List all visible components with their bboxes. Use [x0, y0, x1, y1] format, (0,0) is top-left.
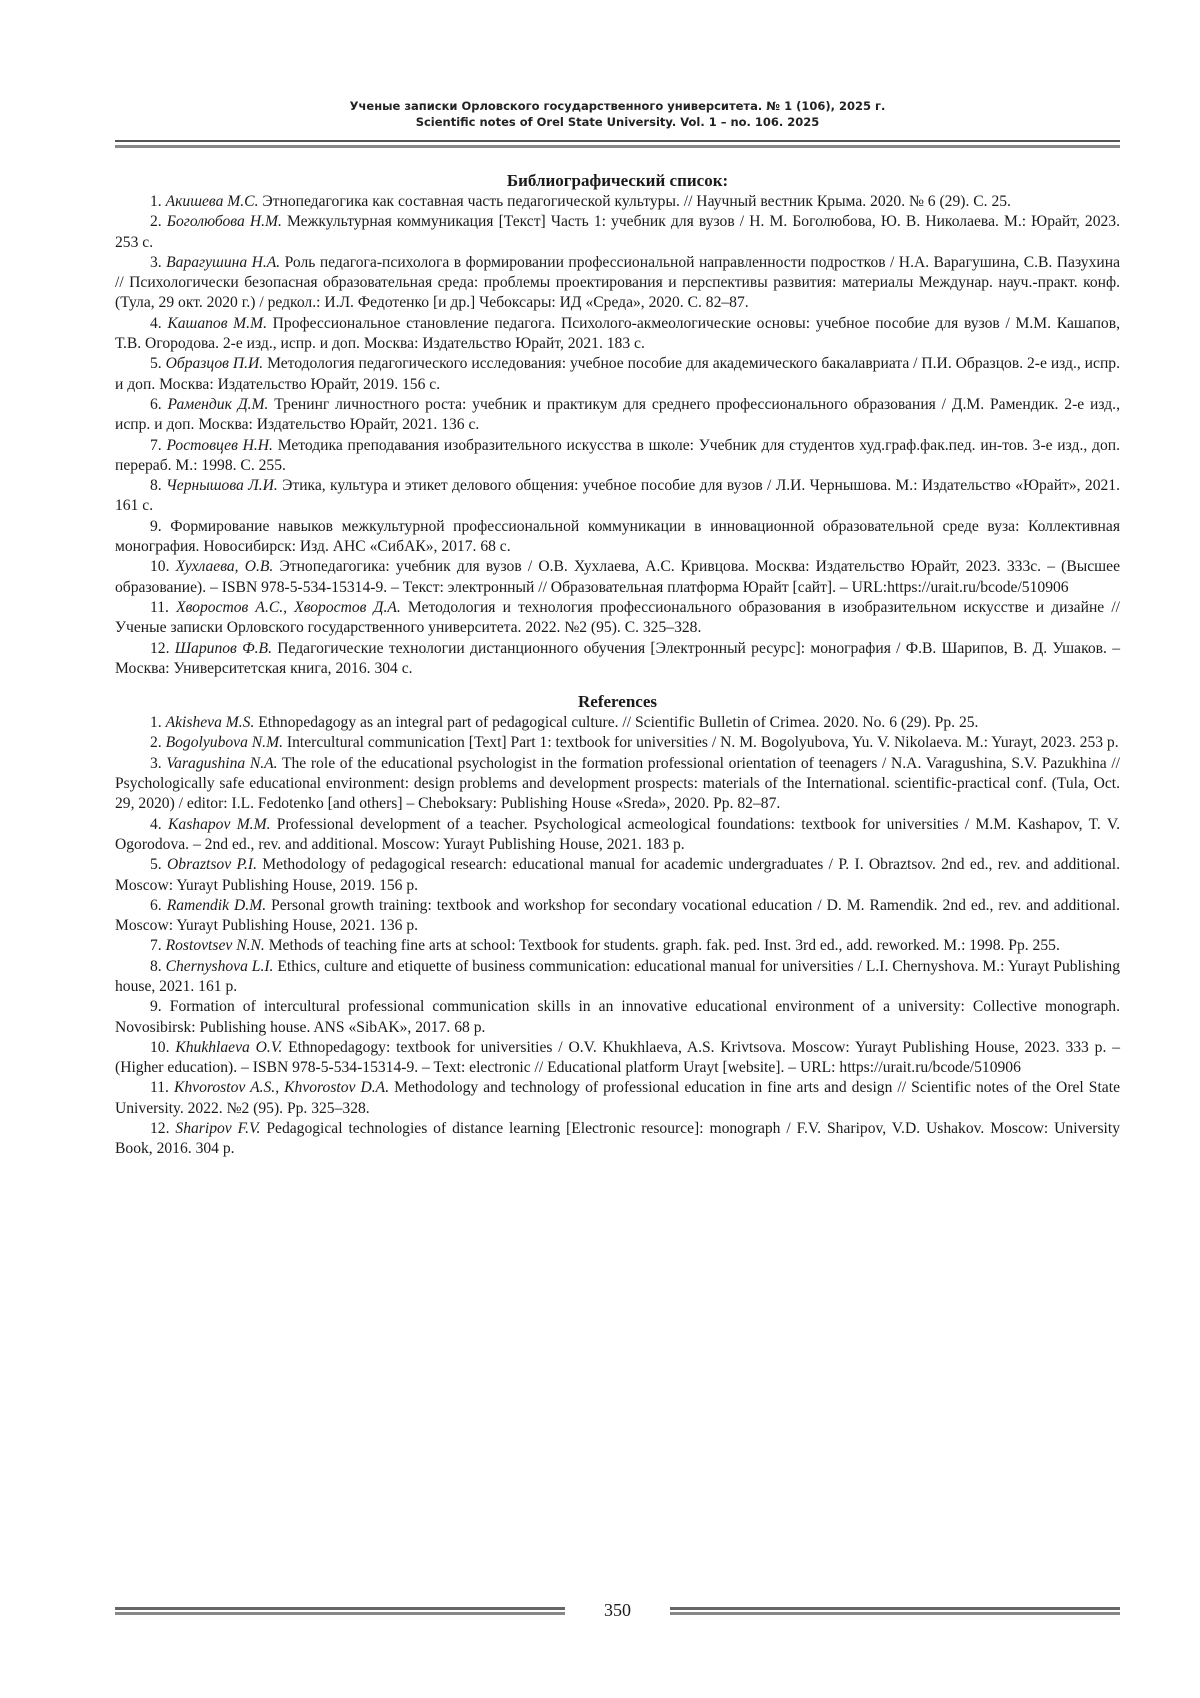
reference-number: 12. — [150, 639, 170, 657]
reference-text: Professional development of a teacher. Psychological acmeological foundations: textbook for universities / M.M. Kashapov, T. V. Ogorodova. – 2nd ed., rev. and additional. Moscow: Yurayt Publishing House, 2021. 183 p. — [115, 815, 1120, 853]
reference-item — [115, 1119, 1120, 1160]
reference-number: 3. — [150, 253, 162, 271]
page-content — [115, 170, 1120, 1160]
reference-author: Rostovtsev N.N. — [165, 937, 265, 955]
reference-text: Тренинг личностного роста: учебник и практикум для среднего профессионального образования / Д.М. Рамендик. 2-е изд., испр. и доп. Москва: Издательство Юрайт, 2021. 136 с. — [115, 395, 1120, 434]
reference-text: Personal growth training: textbook and workshop for secondary vocational education / D. M. Ramendik. 2nd ed., rev. and additional. Moscow: Yurayt Publishing House, 2021. 136 p. — [115, 896, 1120, 935]
reference-author: Акишева М.С. — [165, 193, 259, 210]
reference-text: Педагогические технологии дистанционного обучения [Электронный ресурс]: монография / Ф.В. Шарипов, В. Д. Ушаков. – Москва: Университетская книга, 2016. 304 с. — [115, 639, 1120, 677]
reference-number: 2. — [150, 213, 162, 231]
reference-text: Профессиональное становление педагога. Психолого-акмеологические основы: учебное пособие для вузов / М.М. Кашапов, Т.В. Огородова. 2-е изд., испр. и доп. Москва: Издательство Юрайт, 2021. 183 с. — [115, 314, 1120, 353]
reference-item — [115, 436, 1120, 477]
reference-text: Роль педагога-психолога в формировании профессиональной направленности подростков / Н.А. Варагушина, С.В. Пазухина // Психологически безопасная образовательная среда: проблемы проектирования и перспективы развития: материалы Междунар. науч.-практ. конф. (Тула, 29 окт. 2020 г.) / редкол.: И.Л. Федотенко [и др.] Чебоксары: ИД «Среда», 2020. С. 82–87. — [115, 253, 1120, 312]
reference-text: Ethics, culture and etiquette of business communication: educational manual for universities / L.I. Chernyshova. M.: Yurayt Publishing house, 2021. 161 p. — [115, 957, 1120, 995]
reference-author: Варагушина Н.А. — [166, 253, 281, 271]
bibliography-list — [115, 192, 1120, 679]
references-list — [115, 713, 1120, 1160]
reference-number: 7. — [150, 937, 162, 955]
reference-number: 1. — [150, 193, 162, 210]
reference-text: The role of the educational psychologist in the formation professional orientation of teenagers / N.A. Varagushina, S.V. Pazukhina // Psychologically safe educational environment: design problems and development prospects: materials of the International. scientific-practical conf. (Tula, Oct. 29, 2020) / editor: I.L. Fedotenko [and others] – Cheboksary: Publishing House «Sreda», 2020. Pp. 82–87. — [115, 754, 1120, 813]
reference-text: Формирование навыков межкультурной профессиональной коммуникации в инновационной образовательной среде вуза: Коллективная монография. Новосибирск: Изд. АНС «СибАК», 2017. 68 с. — [115, 517, 1120, 556]
reference-number: 10. — [150, 558, 170, 576]
reference-number: 10. — [150, 1038, 170, 1056]
reference-number: 6. — [150, 896, 162, 914]
reference-item — [115, 212, 1120, 253]
reference-item — [115, 476, 1120, 517]
reference-number: 6. — [150, 395, 162, 413]
reference-number: 9. — [150, 998, 162, 1016]
reference-item — [115, 314, 1120, 355]
reference-item — [115, 896, 1120, 937]
reference-number: 4. — [150, 815, 162, 833]
reference-number: 8. — [150, 957, 162, 975]
reference-text: Межкультурная коммуникация [Текст] Часть 1: учебник для вузов / Н. М. Боголюбова, Ю. В. Николаева. М.: Юрайт, 2023. 253 с. — [115, 213, 1120, 251]
reference-author: Varagushina N.A. — [166, 754, 278, 772]
reference-item — [115, 639, 1120, 680]
header-line-ru: Ученые записки Орловского государственного университета. № 1 (106), 2025 г. — [349, 99, 886, 113]
reference-author: Ramendik D.M. — [166, 896, 267, 914]
reference-item — [115, 754, 1120, 815]
reference-number: 4. — [150, 314, 162, 332]
reference-author: Хворостов А.С., Хворостов Д.А. — [176, 598, 401, 616]
page-number: 350 — [604, 1600, 631, 1620]
reference-text: Методология педагогического исследования: учебное пособие для академического бакалавриата / П.И. Образцов. 2-е изд., испр. и доп. Москва: Издательство Юрайт, 2019. 156 с. — [115, 355, 1120, 393]
reference-author: Кашапов М.М. — [167, 314, 267, 332]
references-title: References — [578, 692, 657, 712]
header-rule — [115, 140, 1120, 148]
reference-item — [115, 517, 1120, 558]
reference-number: 11. — [150, 1079, 169, 1097]
reference-text: Методика преподавания изобразительного искусства в школе: Учебник для студентов худ.граф.фак.пед. ин-тов. 3-е изд., доп. перераб. М.: 1998. С. 255. — [115, 436, 1120, 474]
reference-text: Methodology and technology of professional education in fine arts and design // Scientific notes of the Orel State University. 2022. №2 (95). Pp. 325–328. — [115, 1079, 1120, 1117]
reference-item — [115, 936, 1120, 956]
running-header — [115, 98, 1120, 130]
reference-author: Рамендик Д.М. — [167, 395, 269, 413]
reference-author: Чернышова Л.И. — [166, 477, 278, 495]
reference-item — [115, 997, 1120, 1038]
reference-item — [115, 598, 1120, 639]
page-footer — [115, 1601, 1120, 1625]
reference-author: Боголюбова Н.М. — [166, 213, 282, 231]
reference-text: Ethnopedagogy: textbook for universities / O.V. Khukhlaeva, A.S. Krivtsova. Moscow: Yurayt Publishing House, 2023. 333 p. – (Higher education). – ISBN 978-5-534-15314-9. – Text: electronic // Educational platform Urayt [website]. – URL: https://urait.ru/bcode/510906 — [115, 1038, 1121, 1077]
header-line-en: Scientific notes of Orel State University. Vol. 1 – no. 106. 2025 — [415, 115, 820, 129]
reference-text: Этнопедагогика как составная часть педагогической культуры. // Научный вестник Крыма. 2020. № 6 (29). С. 25. — [258, 193, 1011, 210]
reference-number: 9. — [150, 517, 162, 535]
reference-text: Этика, культура и этикет делового общения: учебное пособие для вузов / Л.И. Чернышова. М.: Издательство «Юрайт», 2021. 161 с. — [115, 477, 1120, 515]
reference-author: Kashapov M.M. — [168, 815, 271, 833]
reference-item — [115, 354, 1120, 395]
reference-text: Pedagogical technologies of distance learning [Electronic resource]: monograph / F.V. Sharipov, V.D. Ushakov. Moscow: University Book, 2016. 304 p. — [115, 1120, 1120, 1158]
reference-item — [115, 713, 1120, 733]
reference-number: 3. — [150, 754, 162, 772]
reference-author: Khukhlaeva O.V. — [175, 1038, 283, 1056]
bibliography-title: Библиографический список: — [506, 171, 729, 190]
reference-item — [115, 1078, 1120, 1119]
reference-author: Khvorostov A.S., Khvorostov D.A. — [173, 1079, 390, 1097]
reference-number: 1. — [150, 714, 162, 732]
reference-number: 7. — [150, 436, 162, 454]
reference-text: Methods of teaching fine arts at school: Textbook for students. graph. fak. ped. Inst. 3rd ed., add. reworked. M.: 1998. Pp. 255. — [264, 937, 1060, 955]
reference-text: Ethnopedagogy as an integral part of pedagogical culture. // Scientific Bulletin of Crimea. 2020. No. 6 (29). Pp. 25. — [254, 714, 979, 732]
reference-author: Chernyshova L.I. — [165, 957, 274, 975]
reference-author: Akisheva M.S. — [165, 714, 255, 732]
footer-rule-right — [670, 1607, 1120, 1615]
reference-number: 5. — [150, 355, 162, 373]
reference-author: Шарипов Ф.В. — [174, 639, 272, 657]
reference-item — [115, 855, 1120, 896]
reference-author: Образцов П.И. — [165, 355, 264, 373]
reference-number: 12. — [150, 1120, 170, 1138]
reference-text: Intercultural communication [Text] Part 1: textbook for universities / N. M. Bogolyubova, Yu. V. Nikolaeva. M.: Yurayt, 2023. 253 p. — [282, 734, 1119, 752]
reference-item — [115, 733, 1120, 753]
reference-item — [115, 815, 1120, 856]
reference-item — [115, 1038, 1120, 1079]
reference-item — [115, 192, 1120, 212]
reference-number: 11. — [150, 598, 169, 616]
reference-number: 8. — [150, 477, 162, 495]
reference-author: Sharipov F.V. — [175, 1120, 261, 1138]
reference-number: 2. — [150, 734, 162, 752]
reference-text: Этнопедагогика: учебник для вузов / О.В. Хухлаева, А.С. Кривцова. Москва: Издательство Юрайт, 2023. 333с. – (Высшее образование). – ISBN 978-5-534-15314-9. – Текст: электронный // Образовательная платформа Юрайт [сайт]. – URL:https://urait.ru/bcode/510906 — [115, 558, 1120, 596]
reference-author: Bogolyubova N.M. — [165, 734, 283, 752]
reference-text: Formation of intercultural professional communication skills in an innovative educational environment of a university: Collective monograph. Novosibirsk: Publishing house. ANS «SibAK», 2017. 68 p. — [115, 998, 1120, 1036]
reference-author: Ростовцев Н.Н. — [166, 436, 273, 454]
reference-item — [115, 957, 1120, 998]
reference-item — [115, 557, 1120, 598]
reference-item — [115, 395, 1120, 436]
reference-author: Obraztsov P.I. — [167, 856, 257, 874]
reference-item — [115, 253, 1120, 314]
reference-author: Хухлаева, О.В. — [175, 558, 274, 576]
reference-text: Методология и технология профессионального образования в изобразительном искусстве и дизайне // Ученые записки Орловского государственного университета. 2022. №2 (95). С. 325–328. — [115, 598, 1121, 637]
reference-text: Methodology of pedagogical research: educational manual for academic undergraduates / P. I. Obraztsov. 2nd ed., rev. and additional. Moscow: Yurayt Publishing House, 2019. 156 p. — [115, 856, 1120, 894]
reference-number: 5. — [150, 856, 162, 874]
